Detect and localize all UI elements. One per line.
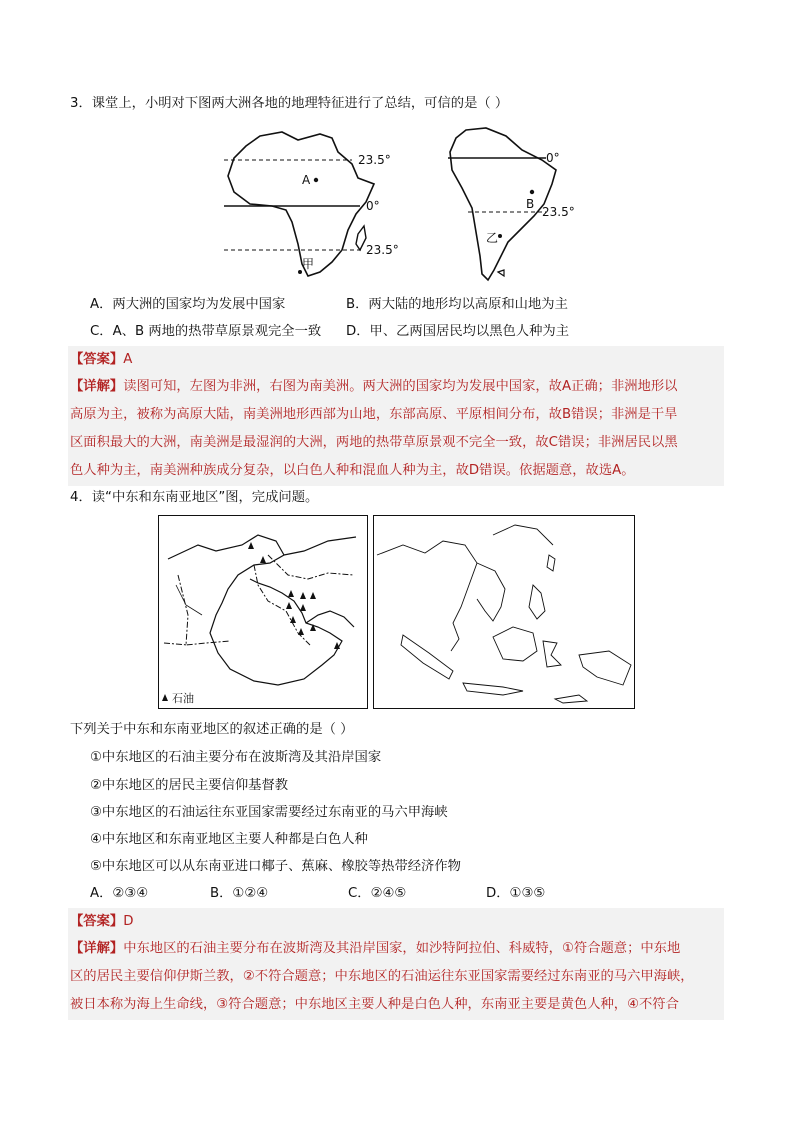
legend-oil-label: 石油 bbox=[172, 692, 194, 705]
q3-option-c[interactable]: C．A、B 两地的热带草原景观完全一致 bbox=[90, 324, 322, 339]
sa-lat-eq-label: 0° bbox=[546, 151, 560, 165]
q4-option-d[interactable]: D．①③⑤ bbox=[486, 886, 546, 901]
sa-place-yi-label: 乙 bbox=[486, 231, 499, 245]
q3-answer-tag: 【答案】 bbox=[70, 352, 124, 367]
q3-answer bbox=[70, 350, 132, 370]
africa-lat-bottom-label: 23.5° bbox=[366, 243, 399, 257]
q4-option-a[interactable]: A．②③④ bbox=[90, 886, 149, 901]
q4-statement-3: ③中东地区的石油运往东亚国家需要经过东南亚的马六甲海峡 bbox=[90, 805, 448, 820]
q3-detail-line-4: 色人种为主，南美洲种族成分复杂，以白色人种和混血人种为主，故D错误。依据题意，故选A。 bbox=[70, 463, 635, 478]
q3-detail-tag: 【详解】 bbox=[70, 379, 124, 394]
south-america-outline bbox=[450, 128, 556, 280]
africa-lat-eq-label: 0° bbox=[366, 199, 380, 213]
q4-statement-5: ⑤中东地区可以从东南亚进口椰子、蕉麻、橡胶等热带经济作物 bbox=[90, 859, 461, 874]
q4-detail-line-2: 区的居民主要信仰伊斯兰教，②不符合题意；中东地区的石油运往东亚国家需要经过东南亚的马六甲海峡， bbox=[70, 969, 694, 984]
africa-place-jia-label: 甲 bbox=[302, 257, 315, 271]
q4-option-c[interactable]: C．②④⑤ bbox=[348, 886, 407, 901]
q4-detail bbox=[70, 935, 722, 1019]
q3-stem: 3．课堂上，小明对下图两大洲各地的地理特征进行了总结，可信的是（ ） bbox=[70, 96, 509, 111]
q3-answer-value: A bbox=[123, 352, 133, 367]
q3-option-a[interactable]: A．两大洲的国家均为发展中国家 bbox=[90, 297, 286, 312]
q4-stem: 4．读“中东和东南亚地区”图，完成问题。 bbox=[70, 490, 319, 505]
q3-detail-line-1: 读图可知，左图为非洲，右图为南美洲。两大洲的国家均为发展中国家，故A正确；非洲地形以 bbox=[123, 379, 678, 394]
africa-outline bbox=[228, 132, 374, 276]
sa-place-yi-dot bbox=[498, 234, 502, 238]
q4-detail-line-3: 被日本称为海上生命线，③符合题意；中东地区主要人种是白色人种，东南亚主要是黄色人种，④不符合 bbox=[70, 997, 679, 1012]
q4-statement-2: ②中东地区的居民主要信仰基督教 bbox=[90, 778, 289, 793]
q4-statement-4: ④中东地区和东南亚地区主要人种都是白色人种 bbox=[90, 832, 368, 847]
africa-map bbox=[220, 126, 410, 284]
q4-option-b[interactable]: B．①②④ bbox=[210, 886, 269, 901]
q4-question: 下列关于中东和东南亚地区的叙述正确的是（ ） bbox=[70, 722, 354, 737]
madagascar-outline bbox=[356, 226, 366, 250]
q4-statement-1: ①中东地区的石油主要分布在波斯湾及其沿岸国家 bbox=[90, 750, 382, 765]
q4-detail-tag: 【详解】 bbox=[70, 941, 124, 956]
africa-point-a-label: A bbox=[302, 173, 311, 187]
sa-point-b-dot bbox=[530, 190, 534, 194]
south-america-map bbox=[442, 124, 592, 286]
falklands-outline bbox=[498, 270, 504, 276]
africa-place-jia-dot bbox=[298, 270, 302, 274]
middle-east-map bbox=[158, 515, 368, 709]
q3-detail-line-3: 区面积最大的大洲，南美洲是最湿润的大洲，两地的热带草原景观不完全一致，故C错误；非洲居民以黑 bbox=[70, 435, 678, 450]
africa-lat-top-label: 23.5° bbox=[358, 153, 391, 167]
q4-detail-line-1: 中东地区的石油主要分布在波斯湾及其沿岸国家，如沙特阿拉伯、科威特，①符合题意；中东地 bbox=[123, 941, 681, 956]
southeast-asia-map bbox=[373, 515, 635, 709]
q4-answer-value: D bbox=[123, 914, 134, 929]
q3-detail-line-2: 高原为主，被称为高原大陆，南美洲地形西部为山地，东部高原、平原相间分布，故B错误；非洲是干旱 bbox=[70, 407, 678, 422]
q4-answer-tag: 【答案】 bbox=[70, 914, 124, 929]
q3-option-b[interactable]: B．两大陆的地形均以高原和山地为主 bbox=[346, 297, 568, 312]
q3-option-d[interactable]: D．甲、乙两国居民均以黑色人种为主 bbox=[346, 324, 569, 339]
sa-lat-tropic-label: 23.5° bbox=[542, 205, 575, 219]
q4-answer bbox=[70, 912, 133, 932]
africa-point-a-dot bbox=[314, 178, 318, 182]
sa-point-b-label: B bbox=[526, 197, 535, 211]
q3-detail bbox=[70, 373, 722, 485]
